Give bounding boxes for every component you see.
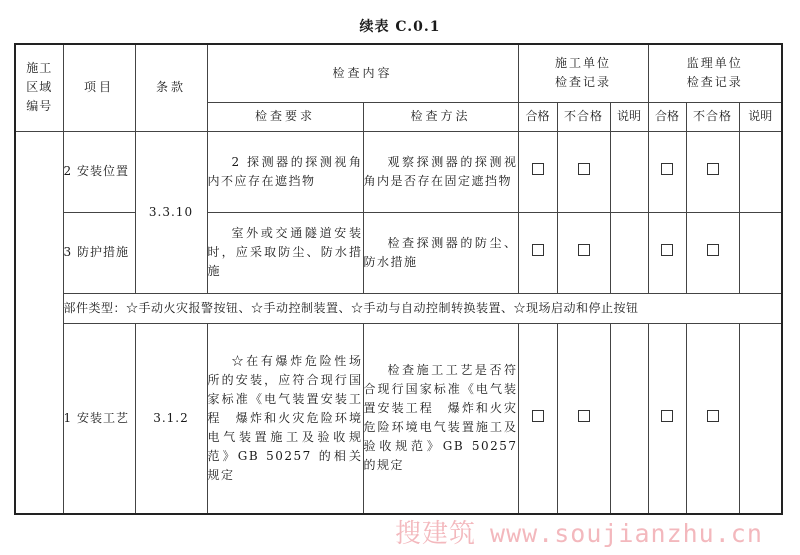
- contractor-pass-cell[interactable]: [518, 212, 557, 293]
- header-contractor-fail: 不合格: [557, 102, 610, 131]
- header-method: 检查方法: [363, 102, 518, 131]
- method-cell: 观察探测器的探测视角内是否存在固定遮挡物: [363, 131, 518, 212]
- header-clause: 条款: [135, 44, 207, 131]
- header-zone-line-1: 施工: [26, 61, 53, 76]
- supervisor-fail-cell[interactable]: [686, 131, 739, 212]
- supervisor-note-cell[interactable]: [739, 131, 782, 212]
- requirement-cell: ☆在有爆炸危险性场所的安装，应符合现行国家标准《电气装置安装工程 爆炸和火灾危险环境电气装置施工及验收规范》GB 50257 的相关规定: [207, 323, 363, 514]
- contractor-fail-cell[interactable]: [557, 212, 610, 293]
- checkbox-icon[interactable]: [707, 244, 719, 256]
- watermark: [395, 513, 763, 550]
- zone-number-cell[interactable]: [15, 131, 63, 514]
- header-row-1: [15, 44, 782, 102]
- item-cell: 2 安装位置: [63, 131, 135, 212]
- header-zone-number: [15, 44, 63, 131]
- scan-edge-mark: [0, 44, 4, 54]
- header-supervisor-note: 说明: [739, 102, 782, 131]
- component-type-text: 部件类型：☆手动火灾报警按钮、☆手动控制装置、☆手动与自动控制转换装置、☆现场启动和停止按钮: [63, 293, 782, 323]
- table-row: [15, 212, 782, 293]
- header-contractor-pass: 合格: [518, 102, 557, 131]
- checkbox-icon[interactable]: [578, 410, 590, 422]
- method-cell: 检查探测器的防尘、防水措施: [363, 212, 518, 293]
- contractor-note-cell[interactable]: [610, 131, 648, 212]
- method-cell: 检查施工工艺是否符合现行国家标准《电气装置安装工程 爆炸和火灾危险环境电气装置施工及验收规范》GB 50257 的规定: [363, 323, 518, 514]
- header-contractor-note: 说明: [610, 102, 648, 131]
- checkbox-icon[interactable]: [532, 410, 544, 422]
- checkbox-icon[interactable]: [532, 163, 544, 175]
- contractor-pass-cell[interactable]: [518, 131, 557, 212]
- header-inspection-content: 检查内容: [207, 44, 518, 102]
- supervisor-fail-cell[interactable]: [686, 212, 739, 293]
- contractor-fail-cell[interactable]: [557, 323, 610, 514]
- header-supervisor-pass: 合格: [648, 102, 686, 131]
- supervisor-note-cell[interactable]: [739, 212, 782, 293]
- header-supervisor-line-2: 检查记录: [686, 75, 743, 90]
- header-supervisor-record: [648, 44, 782, 102]
- inspection-record-table: [14, 43, 783, 515]
- checkbox-icon[interactable]: [532, 244, 544, 256]
- watermark-url: www.soujianzhu.cn: [490, 519, 763, 548]
- header-supervisor-fail: 不合格: [686, 102, 739, 131]
- checkbox-icon[interactable]: [661, 410, 673, 422]
- checkbox-icon[interactable]: [578, 163, 590, 175]
- checkbox-icon[interactable]: [578, 244, 590, 256]
- component-type-row: [15, 293, 782, 323]
- clause-cell: 3.1.2: [135, 323, 207, 514]
- watermark-brand: 搜建筑: [395, 519, 477, 549]
- item-cell: 3 防护措施: [63, 212, 135, 293]
- supervisor-pass-cell[interactable]: [648, 323, 686, 514]
- checkbox-icon[interactable]: [707, 163, 719, 175]
- requirement-cell: 室外或交通隧道安装时，应采取防尘、防水措施: [207, 212, 363, 293]
- supervisor-fail-cell[interactable]: [686, 323, 739, 514]
- header-zone-line-2: 区域: [26, 80, 53, 95]
- header-contractor-line-1: 施工单位: [555, 56, 612, 71]
- checkbox-icon[interactable]: [661, 163, 673, 175]
- checkbox-icon[interactable]: [707, 410, 719, 422]
- supervisor-pass-cell[interactable]: [648, 212, 686, 293]
- contractor-note-cell[interactable]: [610, 323, 648, 514]
- header-zone-line-3: 编号: [26, 99, 53, 114]
- supervisor-note-cell[interactable]: [739, 323, 782, 514]
- header-item: 项目: [63, 44, 135, 131]
- requirement-cell: 2 探测器的探测视角内不应存在遮挡物: [207, 131, 363, 212]
- item-cell: 1 安装工艺: [63, 323, 135, 514]
- contractor-fail-cell[interactable]: [557, 131, 610, 212]
- header-contractor-line-2: 检查记录: [555, 75, 612, 90]
- contractor-note-cell[interactable]: [610, 212, 648, 293]
- header-supervisor-line-1: 监理单位: [686, 56, 743, 71]
- table-row: [15, 131, 782, 212]
- checkbox-icon[interactable]: [661, 244, 673, 256]
- supervisor-pass-cell[interactable]: [648, 131, 686, 212]
- clause-cell: 3.3.10: [135, 131, 207, 293]
- header-requirement: 检查要求: [207, 102, 363, 131]
- table-row: [15, 323, 782, 514]
- contractor-pass-cell[interactable]: [518, 323, 557, 514]
- header-contractor-record: [518, 44, 648, 102]
- table-title: 续表 C.0.1: [359, 19, 441, 35]
